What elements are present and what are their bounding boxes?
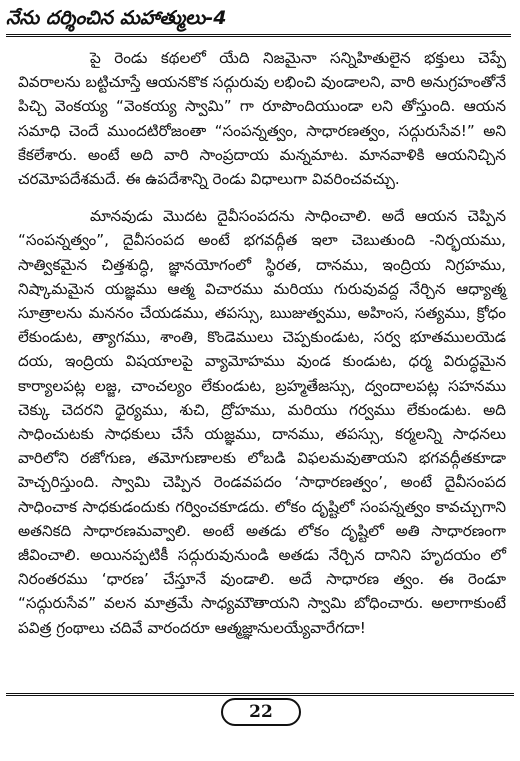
body-text bbox=[18, 46, 506, 640]
running-title: నేను దర్శించిన మహాత్ములు-4 bbox=[6, 7, 227, 29]
page-number: 22 bbox=[221, 698, 301, 726]
page-header bbox=[6, 4, 511, 37]
paragraph-1: పై రెండు కథలలో యేది నిజమైనా సన్నిహితులైన భక్తులు చెప్పే వివరాలను బట్టిచూస్తే ఆయనకొక సద్గురువు లభించి వుండాలని, వారి అనుగ్రహంతోనే పిచ్చి వెంకయ్య “వెంకయ్య స్వామి” గా రూపొందియుండా లని తోస్తుంది. ఆయన సమాధి చెందే ముందటిరోజంతా “సంపన్నత్వం, సాధారణత్వం, సద్గురుసేవ!” అని కేకలేశారు. అంటే అది వారి సాంప్రదాయ మన్నమాట. మానవాళికి ఆయనిచ్చిన చరమోపదేశమదే. ఈ ఉపదేశాన్ని రెండు విధాలుగా వివరించవచ్చు. bbox=[18, 49, 506, 189]
paragraph-2: మానవుడు మొదట దైవీసంపదను సాధించాలి. అదే ఆయన చెప్పిన “సంపన్నత్వం”, దైవీసంపద అంటే భగవద్గీత ఇలా చెబుతుంది -నిర్భయము, సాత్వికమైన చిత్తశుద్ధి, జ్ఞానయోగంలో స్థిరత, దానము, ఇంద్రియ నిగ్రహము, నిష్కామమైన యజ్ఞము ఆత్మ విచారము మరియు గురువువద్ద నేర్చిన ఆధ్యాత్మ సూత్రాలను మననం చేయడము, తపస్సు, ఋజుత్వము, అహింస, సత్యము, క్రోధం లేకుండుట, త్యాగము, శాంతి, కొండెములు చెప్పకుండుట, సర్వ భూతములయెడ దయ, ఇంద్రియ విషయాలపై వ్యామోహము వుండ కుండుట, ధర్మ విరుద్ధమైన కార్యాలపట్ల లజ్జ, చాంచల్యం లేకుండుట, బ్రహ్మతేజస్సు, ద్వందాలపట్ల సహనము చెక్కు చెదరని ధైర్యము, శుచి, ద్రోహము, మరియు గర్వము లేకుండుట. అది సాధించుటకు సాధకులు చేసే యజ్ఞము, దానము, తపస్సు, కర్మలన్ని సాధనలు వారిలోని రజోగుణ, తమోగుణాలకు లోబడి విఫలమవుతాయని భగవద్గీతకూడా హెచ్చరిస్తుంది. స్వామి చెప్పిన రెండవపదం ‘సాధారణత్వం’, అంటే దైవీసంపద సాధించాక సాధకుడందుకు గర్వించకూడదు. లోకం దృష్టిలో సంపన్నత్వం కావచ్చుగాని అతనికది సాధారణమవ్వాలి. అంటే అతడు లోకం దృష్టిలో అతి సాధారణంగా జీవించాలి. అయినప్పటికీ సద్గురువునుండి అతడు నేర్చిన దానిని హృదయం లో నిరంతరము ‘ధారణ’ చేస్తూనే వుండాలి. అదే సాధారణ త్వం. ఈ రెండూ “సద్గురుసేవ” వలన మాత్రమే సాధ్యమౌతాయని స్వామి బోధించారు. అలాగాకుంటే పవిత్ర గ్రంథాలు చదివే వారందరూ ఆత్మజ్ఞానులయ్యేవారేగదా! bbox=[18, 207, 506, 637]
